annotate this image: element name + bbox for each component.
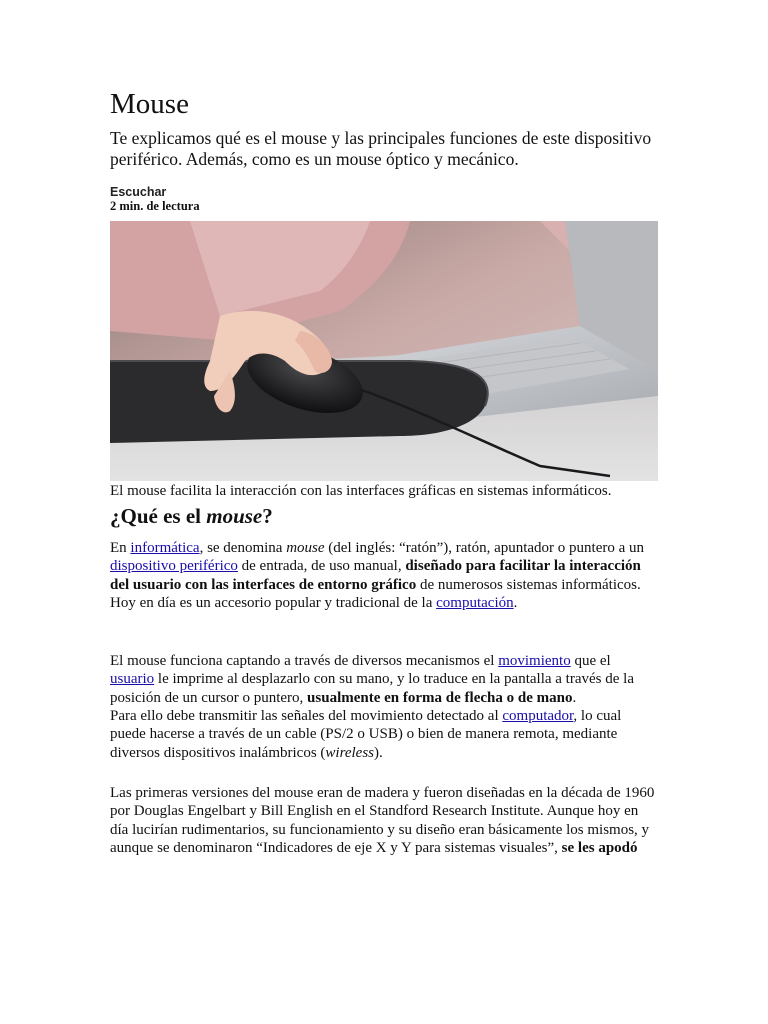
text-run: le imprime al desplazarlo con su mano, y lo traduce en la pantalla a través de la posición de un cursor o puntero, <box>110 671 634 706</box>
link-informatica[interactable]: informática <box>130 540 200 556</box>
text-run: En <box>110 540 131 556</box>
text-run: . <box>572 689 577 706</box>
text-run: El mouse funciona captando a través de diversos mecanismos el <box>110 653 499 670</box>
text-run: que el <box>570 653 611 670</box>
article-body <box>110 86 658 857</box>
bold-text: usualmente en forma de flecha o de mano <box>307 689 573 706</box>
text-run: de entrada, de uso manual, <box>237 558 406 575</box>
link-computacion[interactable]: computación <box>436 594 514 611</box>
text-run: , se denomina <box>199 540 287 556</box>
text-run: (del inglés: “ratón”), ratón, apuntador o puntero a un <box>324 540 645 556</box>
paragraph-definition <box>110 539 658 612</box>
section-heading-emphasis: mouse <box>206 504 263 528</box>
link-dispositivo-periferico[interactable]: dispositivo periférico <box>110 558 238 575</box>
section-heading-end: ? <box>262 504 273 528</box>
text-run: . <box>513 594 518 611</box>
article-title: Mouse <box>110 88 189 120</box>
image-caption: El mouse facilita la interacción con las interfaces gráficas en sistemas informáticos. <box>110 483 612 499</box>
text-run: , lo cual puede hacerse a través de un cable (PS/2 o USB) o bien de manera remota, mediante diversos dispositivos inalámbricos ( <box>110 708 622 761</box>
emphasis-mouse: mouse <box>286 540 325 556</box>
text-run: de numerosos sistemas informáticos. Hoy en día es un accesorio popular y tradicional de la <box>110 576 641 611</box>
hero-image <box>110 221 658 481</box>
paragraph-function <box>110 652 658 707</box>
bold-text: diseñado para facilitar la interacción del usuario con las interfaces de entorno gráfico <box>110 558 641 593</box>
read-time: 2 min. de lectura <box>110 199 200 213</box>
section-heading-text: ¿Qué es el <box>110 504 207 528</box>
text-run: Las primeras versiones del mouse eran de madera y fueron diseñadas en la década de 1960 por Douglas Engelbart y Bill English en el Standford Research Institute. Aunque hoy en día lucirían rudimentarios, su funcionamiento y su diseño eran básicamente los mismos, y aunque se denominaron “Indicadores de eje X y Y para sistemas visuales”, <box>110 784 655 856</box>
section-heading <box>110 503 658 529</box>
paragraph-history <box>110 784 658 857</box>
link-computador[interactable]: computador <box>502 708 574 725</box>
text-run: Para ello debe transmitir las señales del movimiento detectado al <box>110 708 503 725</box>
article-subtitle: Te explicamos qué es el mouse y las principales funciones de este dispositivo periférico. Además, como es un mouse óptico y mecánico. <box>110 128 652 169</box>
paragraph-transmission <box>110 707 658 762</box>
link-usuario[interactable]: usuario <box>110 671 155 688</box>
listen-button[interactable]: Escuchar <box>110 185 167 199</box>
text-run: ). <box>374 744 383 761</box>
emphasis-wireless: wireless <box>325 744 375 761</box>
link-movimiento[interactable]: movimiento <box>498 653 571 670</box>
bold-text: se les apodó <box>561 839 638 856</box>
